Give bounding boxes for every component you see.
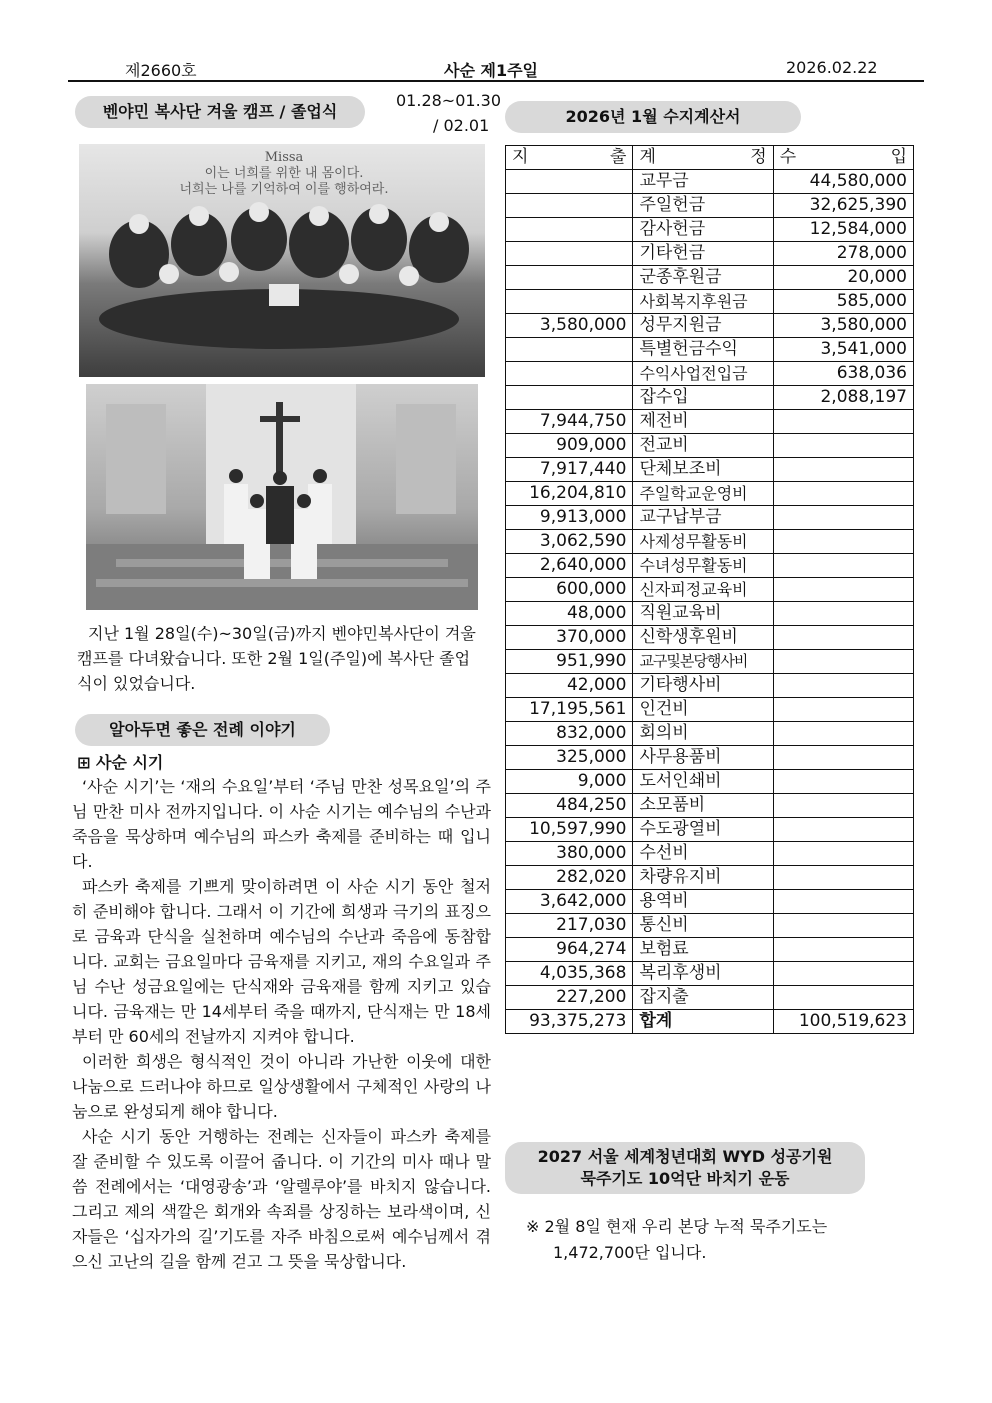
account-item-cell: 차량유지비 bbox=[633, 866, 773, 890]
income-cell bbox=[773, 842, 913, 866]
table-row bbox=[506, 626, 914, 650]
expense-cell: 3,642,000 bbox=[506, 890, 633, 914]
expense-cell: 484,250 bbox=[506, 794, 633, 818]
table-row bbox=[506, 578, 914, 602]
income-cell bbox=[773, 794, 913, 818]
camp-caption: 지난 1월 28일(수)~30일(금)까지 벤야민복사단이 겨울캠프를 다녀왔습니다. 또한 2월 1일(주일)에 복사단 졸업식이 있었습니다. bbox=[77, 624, 476, 693]
rosary-note-line2: 1,472,700단 입니다. bbox=[553, 1243, 707, 1262]
liturgy-paragraph: 이러한 희생은 형식적인 것이 아니라 가난한 이웃에 대한 나눔으로 드러나야 하므로 일상생활에서 구체적인 사랑의 나눔으로 완성되게 해야 합니다. bbox=[72, 1052, 491, 1121]
table-row bbox=[506, 290, 914, 314]
account-item-cell: 도서인쇄비 bbox=[633, 770, 773, 794]
account-item-cell: 소모품비 bbox=[633, 794, 773, 818]
table-row bbox=[506, 194, 914, 218]
table-row bbox=[506, 722, 914, 746]
account-item-cell: 감사헌금 bbox=[633, 218, 773, 242]
table-row bbox=[506, 770, 914, 794]
account-item-cell: 신학생후원비 bbox=[633, 626, 773, 650]
income-cell bbox=[773, 650, 913, 674]
income-cell bbox=[773, 458, 913, 482]
account-item-cell: 교무금 bbox=[633, 170, 773, 194]
income-cell bbox=[773, 626, 913, 650]
income-cell: 12,584,000 bbox=[773, 218, 913, 242]
income-cell: 20,000 bbox=[773, 266, 913, 290]
expense-cell bbox=[506, 218, 633, 242]
camp-section-title: 벤야민 복사단 겨울 캠프 / 졸업식 bbox=[75, 96, 365, 128]
table-row bbox=[506, 602, 914, 626]
account-item-cell: 통신비 bbox=[633, 914, 773, 938]
graduation-date: / 02.01 bbox=[433, 116, 490, 135]
camp-date-range: 01.28~01.30 bbox=[396, 91, 502, 110]
account-item-cell: 회의비 bbox=[633, 722, 773, 746]
account-item-cell: 신자피정교육비 bbox=[633, 578, 773, 602]
account-item-cell: 제전비 bbox=[633, 410, 773, 434]
expense-cell bbox=[506, 242, 633, 266]
expense-cell: 7,944,750 bbox=[506, 410, 633, 434]
expense-cell: 217,030 bbox=[506, 914, 633, 938]
income-cell bbox=[773, 770, 913, 794]
table-row bbox=[506, 962, 914, 986]
bulletin-date: 2026.02.22 bbox=[786, 58, 878, 77]
income-cell: 32,625,390 bbox=[773, 194, 913, 218]
table-row bbox=[506, 242, 914, 266]
expense-cell: 48,000 bbox=[506, 602, 633, 626]
table-row bbox=[506, 506, 914, 530]
table-row bbox=[506, 482, 914, 506]
account-item-cell: 잡지출 bbox=[633, 986, 773, 1010]
account-item-cell: 주일헌금 bbox=[633, 194, 773, 218]
income-cell bbox=[773, 674, 913, 698]
income-cell bbox=[773, 986, 913, 1010]
table-row bbox=[506, 410, 914, 434]
account-item-cell: 수녀성무활동비 bbox=[633, 554, 773, 578]
income-cell bbox=[773, 746, 913, 770]
table-row bbox=[506, 746, 914, 770]
account-item-cell: 전교비 bbox=[633, 434, 773, 458]
expense-cell: 2,640,000 bbox=[506, 554, 633, 578]
income-cell: 3,541,000 bbox=[773, 338, 913, 362]
income-cell bbox=[773, 938, 913, 962]
liturgy-paragraph: ‘사순 시기’는 ‘재의 수요일’부터 ‘주님 만찬 성목요일’의 주님 만찬 미사 전까지입니다. 이 사순 시기는 예수님의 수난과 죽음을 묵상하며 예수님의 파스카 축제를 준비하는 때 입니다. bbox=[72, 777, 491, 871]
expense-cell: 16,204,810 bbox=[506, 482, 633, 506]
table-row bbox=[506, 1010, 914, 1034]
income-cell: 2,088,197 bbox=[773, 386, 913, 410]
expense-cell: 42,000 bbox=[506, 674, 633, 698]
issue-number: 제2660호 bbox=[125, 61, 197, 80]
account-item-cell: 인건비 bbox=[633, 698, 773, 722]
table-row bbox=[506, 914, 914, 938]
table-row bbox=[506, 338, 914, 362]
expense-cell: 3,580,000 bbox=[506, 314, 633, 338]
expense-cell bbox=[506, 362, 633, 386]
expense-cell: 370,000 bbox=[506, 626, 633, 650]
account-item-cell: 용역비 bbox=[633, 890, 773, 914]
income-cell bbox=[773, 506, 913, 530]
expense-cell bbox=[506, 290, 633, 314]
income-cell: 44,580,000 bbox=[773, 170, 913, 194]
income-cell bbox=[773, 578, 913, 602]
income-cell bbox=[773, 962, 913, 986]
income-cell bbox=[773, 722, 913, 746]
income-cell bbox=[773, 434, 913, 458]
account-item-cell: 기타헌금 bbox=[633, 242, 773, 266]
expense-cell: 380,000 bbox=[506, 842, 633, 866]
expense-header: 지 출 bbox=[506, 146, 633, 170]
table-row bbox=[506, 866, 914, 890]
table-row bbox=[506, 314, 914, 338]
income-cell: 100,519,623 bbox=[773, 1010, 913, 1034]
table-row bbox=[506, 650, 914, 674]
expense-cell bbox=[506, 386, 633, 410]
table-row bbox=[506, 266, 914, 290]
table-row bbox=[506, 386, 914, 410]
income-cell bbox=[773, 914, 913, 938]
expense-cell: 964,274 bbox=[506, 938, 633, 962]
income-cell bbox=[773, 602, 913, 626]
rosary-note-line1: ※ 2월 8일 현재 우리 본당 누적 묵주기도는 bbox=[526, 1217, 828, 1236]
income-cell bbox=[773, 890, 913, 914]
expense-cell: 93,375,273 bbox=[506, 1010, 633, 1034]
header-rule bbox=[68, 80, 924, 82]
account-item-cell: 기타행사비 bbox=[633, 674, 773, 698]
expense-cell: 7,917,440 bbox=[506, 458, 633, 482]
account-item-cell: 수선비 bbox=[633, 842, 773, 866]
table-row bbox=[506, 554, 914, 578]
expense-cell: 282,020 bbox=[506, 866, 633, 890]
table-row bbox=[506, 362, 914, 386]
expense-cell: 227,200 bbox=[506, 986, 633, 1010]
liturgical-week: 사순 제1주일 bbox=[444, 61, 538, 80]
table-row bbox=[506, 986, 914, 1010]
income-cell bbox=[773, 530, 913, 554]
account-item-cell: 수도광열비 bbox=[633, 818, 773, 842]
account-item-cell: 군종후원금 bbox=[633, 266, 773, 290]
expense-cell: 9,913,000 bbox=[506, 506, 633, 530]
table-row bbox=[506, 218, 914, 242]
expense-cell: 9,000 bbox=[506, 770, 633, 794]
graduation-altar-photo bbox=[86, 384, 478, 610]
income-cell: 3,580,000 bbox=[773, 314, 913, 338]
income-cell bbox=[773, 818, 913, 842]
account-item-cell: 특별헌금수익 bbox=[633, 338, 773, 362]
income-cell bbox=[773, 554, 913, 578]
expense-cell bbox=[506, 194, 633, 218]
expense-cell: 951,990 bbox=[506, 650, 633, 674]
income-cell bbox=[773, 482, 913, 506]
table-row bbox=[506, 698, 914, 722]
account-item-cell: 사회복지후원금 bbox=[633, 290, 773, 314]
item-header: 계 정 bbox=[633, 146, 773, 170]
accounts-section-title: 2026년 1월 수지계산서 bbox=[505, 101, 801, 133]
wyd-section-title: 2027 서울 세계청년대회 WYD 성공기원 묵주기도 10억단 바치기 운동 bbox=[505, 1142, 865, 1194]
expense-cell bbox=[506, 170, 633, 194]
liturgy-paragraph: 사순 시기 동안 거행하는 전례는 신자들이 파스카 축제를 잘 준비할 수 있도록 이끌어 줍니다. 이 기간의 미사 때나 말씀 전례에서는 ‘대영광송’과 ‘알렐루야’를 바치지 않습니다. 그리고 제의 색깔은 회개와 속죄를 상징하는 보라색이며, 신자들은 ‘십자가의 길’기도를 자주 바침으로써 예수님께서 겪으신 고난의 길을 함께 걷고 그 뜻을 묵상합니다. bbox=[72, 1127, 491, 1271]
rosary-note bbox=[526, 1214, 827, 1266]
table-row bbox=[506, 674, 914, 698]
liturgy-paragraph: 파스카 축제를 기쁘게 맞이하려면 이 사순 시기 동안 철저히 준비해야 합니다. 그래서 이 기간에 희생과 극기의 표징으로 금육과 단식을 실천하며 예수님의 수난과 죽음에 동참합니다. 교회는 금요일마다 금육재를 지키고, 재의 수요일과 주님 수난 성금요일에는 단식재와 금육재를 함께 지키고 있습니다. 금육재는 만 14세부터 죽을 때까지, 단식재는 만 18세부터 만 60세의 전날까지 지켜야 합니다. bbox=[72, 877, 491, 1046]
income-cell: 585,000 bbox=[773, 290, 913, 314]
income-cell: 278,000 bbox=[773, 242, 913, 266]
expense-cell: 600,000 bbox=[506, 578, 633, 602]
account-item-cell: 복리후생비 bbox=[633, 962, 773, 986]
account-item-cell: 잡수입 bbox=[633, 386, 773, 410]
income-cell bbox=[773, 410, 913, 434]
board-text: Missa 이는 너희를 위한 내 몸이다. 너희는 나를 기억하여 이를 행하여라. bbox=[179, 150, 389, 197]
account-item-cell: 교구및본당행사비 bbox=[633, 650, 773, 674]
income-cell bbox=[773, 866, 913, 890]
table-row bbox=[506, 842, 914, 866]
expense-cell: 4,035,368 bbox=[506, 962, 633, 986]
account-item-cell: 성무지원금 bbox=[633, 314, 773, 338]
table-row bbox=[506, 818, 914, 842]
expense-cell: 3,062,590 bbox=[506, 530, 633, 554]
expense-cell: 17,195,561 bbox=[506, 698, 633, 722]
expense-cell: 832,000 bbox=[506, 722, 633, 746]
table-row bbox=[506, 530, 914, 554]
table-row bbox=[506, 794, 914, 818]
table-row bbox=[506, 458, 914, 482]
camp-group-photo bbox=[79, 144, 485, 377]
income-header: 수 입 bbox=[773, 146, 913, 170]
expense-cell bbox=[506, 266, 633, 290]
expense-cell: 10,597,990 bbox=[506, 818, 633, 842]
account-item-cell: 사무용품비 bbox=[633, 746, 773, 770]
income-cell: 638,036 bbox=[773, 362, 913, 386]
liturgy-section-title: 알아두면 좋은 전례 이야기 bbox=[75, 714, 330, 746]
expense-cell bbox=[506, 338, 633, 362]
income-cell bbox=[773, 698, 913, 722]
account-item-cell: 단체보조비 bbox=[633, 458, 773, 482]
income-expense-table bbox=[505, 145, 914, 1034]
table-header-row bbox=[506, 146, 914, 170]
liturgy-body bbox=[72, 774, 491, 1274]
table-row bbox=[506, 434, 914, 458]
table-row bbox=[506, 170, 914, 194]
account-item-cell: 교구납부금 bbox=[633, 506, 773, 530]
account-item-cell: 합계 bbox=[633, 1010, 773, 1034]
expense-cell: 325,000 bbox=[506, 746, 633, 770]
liturgy-subtitle: ⊞ 사순 시기 bbox=[77, 753, 164, 772]
table-row bbox=[506, 890, 914, 914]
account-item-cell: 보험료 bbox=[633, 938, 773, 962]
table-row bbox=[506, 938, 914, 962]
account-item-cell: 사제성무활동비 bbox=[633, 530, 773, 554]
account-item-cell: 직원교육비 bbox=[633, 602, 773, 626]
account-item-cell: 주일학교운영비 bbox=[633, 482, 773, 506]
account-item-cell: 수익사업전입금 bbox=[633, 362, 773, 386]
expense-cell: 909,000 bbox=[506, 434, 633, 458]
